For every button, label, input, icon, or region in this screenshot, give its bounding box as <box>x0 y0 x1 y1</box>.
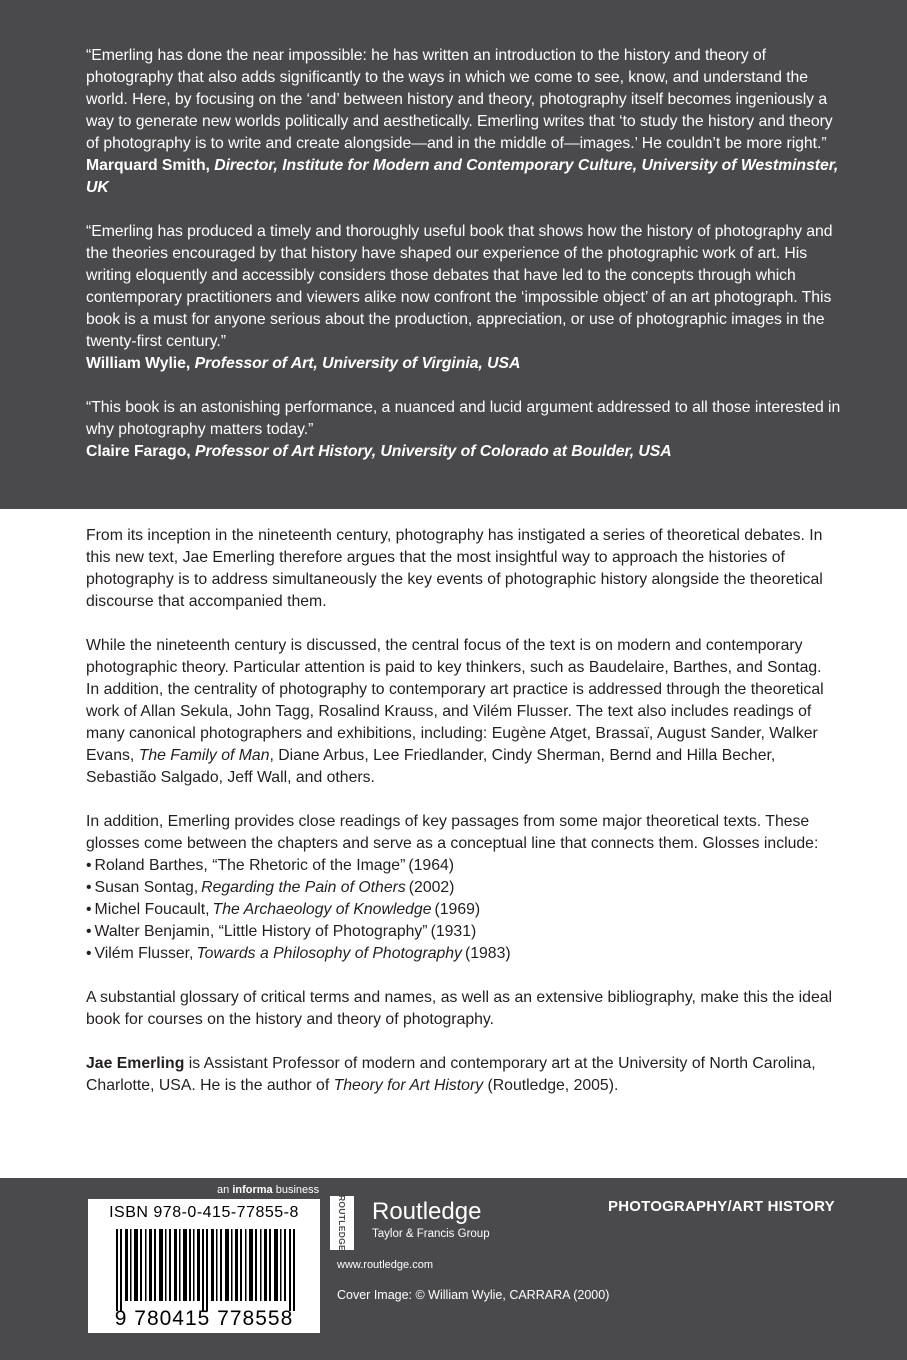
bullet: • <box>86 857 92 874</box>
gloss-year: (1931) <box>430 923 477 940</box>
description-text: , Diane Arbus, Lee Friedlander, Cindy Sherman, Bernd and Hilla Becher, Sebastião Salgado, Jeff Wall, and others. <box>86 747 776 786</box>
list-item <box>86 921 836 943</box>
exhibition-title: The Family of Man <box>138 747 270 764</box>
cover-image-credit: Cover Image: © William Wylie, CARRARA (2000) <box>337 1288 610 1302</box>
reviewer-role: Professor of Art, University of Virginia, USA <box>194 355 521 372</box>
list-item <box>86 877 836 899</box>
informa-suffix: business <box>275 1184 320 1196</box>
gloss-title: Towards a Philosophy of Photography <box>196 945 462 962</box>
informa-tagline <box>217 1184 319 1196</box>
review-quote: “Emerling has produced a timely and thoroughly useful book that shows how the history of photography and the theories encouraged by that history have shaped our experience of the photographic work of art. His writing eloquently and accessibly considers those debates that have led to the concepts through which contemporary practitioners and viewers alike now confront the ‘impossible object’ of an art photograph. This book is a must for anyone serious about the production, appreciation, or use of photographic images in the twenty-first century.” <box>86 223 833 350</box>
author-bio-text: (Routledge, 2005). <box>487 1077 619 1094</box>
gloss-author: Michel Foucault, <box>94 901 210 918</box>
reviewer-name: Marquard Smith, <box>86 157 210 174</box>
review-quote: “This book is an astonishing performance, a nuanced and lucid argument addressed to all those interested in why photography matters today.” <box>86 399 841 438</box>
author-bio <box>86 1053 836 1097</box>
reviewer-role: Professor of Art History, University of Colorado at Boulder, USA <box>195 443 672 460</box>
reviewer-role: Director, Institute for Modern and Contemporary Culture, University of Westminster, UK <box>86 157 839 196</box>
gloss-year: (2002) <box>408 879 455 896</box>
gloss-year: (1964) <box>408 857 455 874</box>
publisher-name: Routledge <box>372 1198 482 1225</box>
bullet: • <box>86 901 92 918</box>
review-attribution <box>86 441 846 463</box>
bullet: • <box>86 945 92 962</box>
glosses-list <box>86 855 836 965</box>
author-book-title: Theory for Art History <box>333 1077 484 1094</box>
routledge-vertical-text: ROUTLEDGE <box>337 1194 347 1252</box>
informa-brand: informa <box>232 1184 273 1196</box>
barcode-bars <box>116 1229 296 1311</box>
barcode <box>88 1199 320 1333</box>
list-item <box>86 943 836 965</box>
gloss-author: Walter Benjamin, “Little History of Photography” <box>94 923 428 940</box>
gloss-author: Vilém Flusser, <box>94 945 194 962</box>
gloss-title: Regarding the Pain of Others <box>201 879 406 896</box>
gloss-author: Susan Sontag, <box>94 879 199 896</box>
barcode-digits: 9 780415 778558 <box>114 1307 294 1330</box>
list-item <box>86 899 836 921</box>
publisher-url[interactable]: www.routledge.com <box>337 1259 433 1271</box>
author-name: Jae Emerling <box>86 1055 185 1072</box>
review-attribution <box>86 353 846 375</box>
book-description <box>86 525 836 1119</box>
reviewer-name: Claire Farago, <box>86 443 191 460</box>
isbn-text: ISBN 978-0-415-77855-8 <box>109 1204 299 1221</box>
review-3 <box>86 397 846 463</box>
reviewer-name: William Wylie, <box>86 355 191 372</box>
description-paragraph-2 <box>86 635 836 789</box>
gloss-author: Roland Barthes, “The Rhetoric of the Image” <box>94 857 406 874</box>
description-paragraph-1: From its inception in the nineteenth century, photography has instigated a series of theoretical debates. In this new text, Jae Emerling therefore argues that the most insightful way to approach the histories of photography is to address simultaneously the key events of photographic history alongside the theoretical discourse that accompanied them. <box>86 527 823 610</box>
reviews-panel <box>0 0 907 509</box>
informa-prefix: an <box>217 1184 230 1196</box>
gloss-title: The Archaeology of Knowledge <box>212 901 432 918</box>
description-paragraph-3: In addition, Emerling provides close readings of key passages from some major theoretical texts. These glosses come between the chapters and serve as a conceptual line that connects them. Glosses include: <box>86 813 819 852</box>
routledge-vertical-mark <box>330 1196 354 1250</box>
bullet: • <box>86 879 92 896</box>
review-2 <box>86 221 846 375</box>
subject-category: PHOTOGRAPHY/ART HISTORY <box>608 1198 835 1215</box>
review-1 <box>86 45 846 199</box>
gloss-year: (1969) <box>434 901 481 918</box>
reviews-list <box>86 45 846 485</box>
author-bio-text: is Assistant Professor of modern and contemporary art at the University of North Carolina, Charlotte, USA. He is the author of <box>86 1055 816 1094</box>
bullet: • <box>86 923 92 940</box>
description-text: While the nineteenth century is discussed, the central focus of the text is on modern and contemporary photographic theory. Particular attention is paid to key thinkers, such as Baudelaire, Barthes, and Sontag. In addition, the centrality of photography to contemporary art practice is addressed through the theoretical work of Allan Sekula, John Tagg, Rosalind Krauss, and Vilém Flusser. The text also includes readings of many canonical photographers and exhibitions, including: Eugène Atget, Brassaï, August Sander, Walker Evans, <box>86 637 824 764</box>
description-paragraph-4: A substantial glossary of critical terms and names, as well as an extensive bibliography, make this the ideal book for courses on the history and theory of photography. <box>86 989 833 1028</box>
gloss-year: (1983) <box>464 945 511 962</box>
review-attribution <box>86 155 846 199</box>
publisher-group: Taylor & Francis Group <box>372 1228 490 1240</box>
review-quote: “Emerling has done the near impossible: he has written an introduction to the history and theory of photography that also adds significantly to the ways in which we come to see, know, and understand the world. Here, by focusing on the ‘and’ between history and theory, photography itself becomes ingeniously a way to generate new worlds politically and aesthetically. Emerling writes that ‘to study the history and theory of photography is to write and create alongside—and in the middle of—images.’ He couldn’t be more right.” <box>86 47 833 152</box>
list-item <box>86 855 836 877</box>
